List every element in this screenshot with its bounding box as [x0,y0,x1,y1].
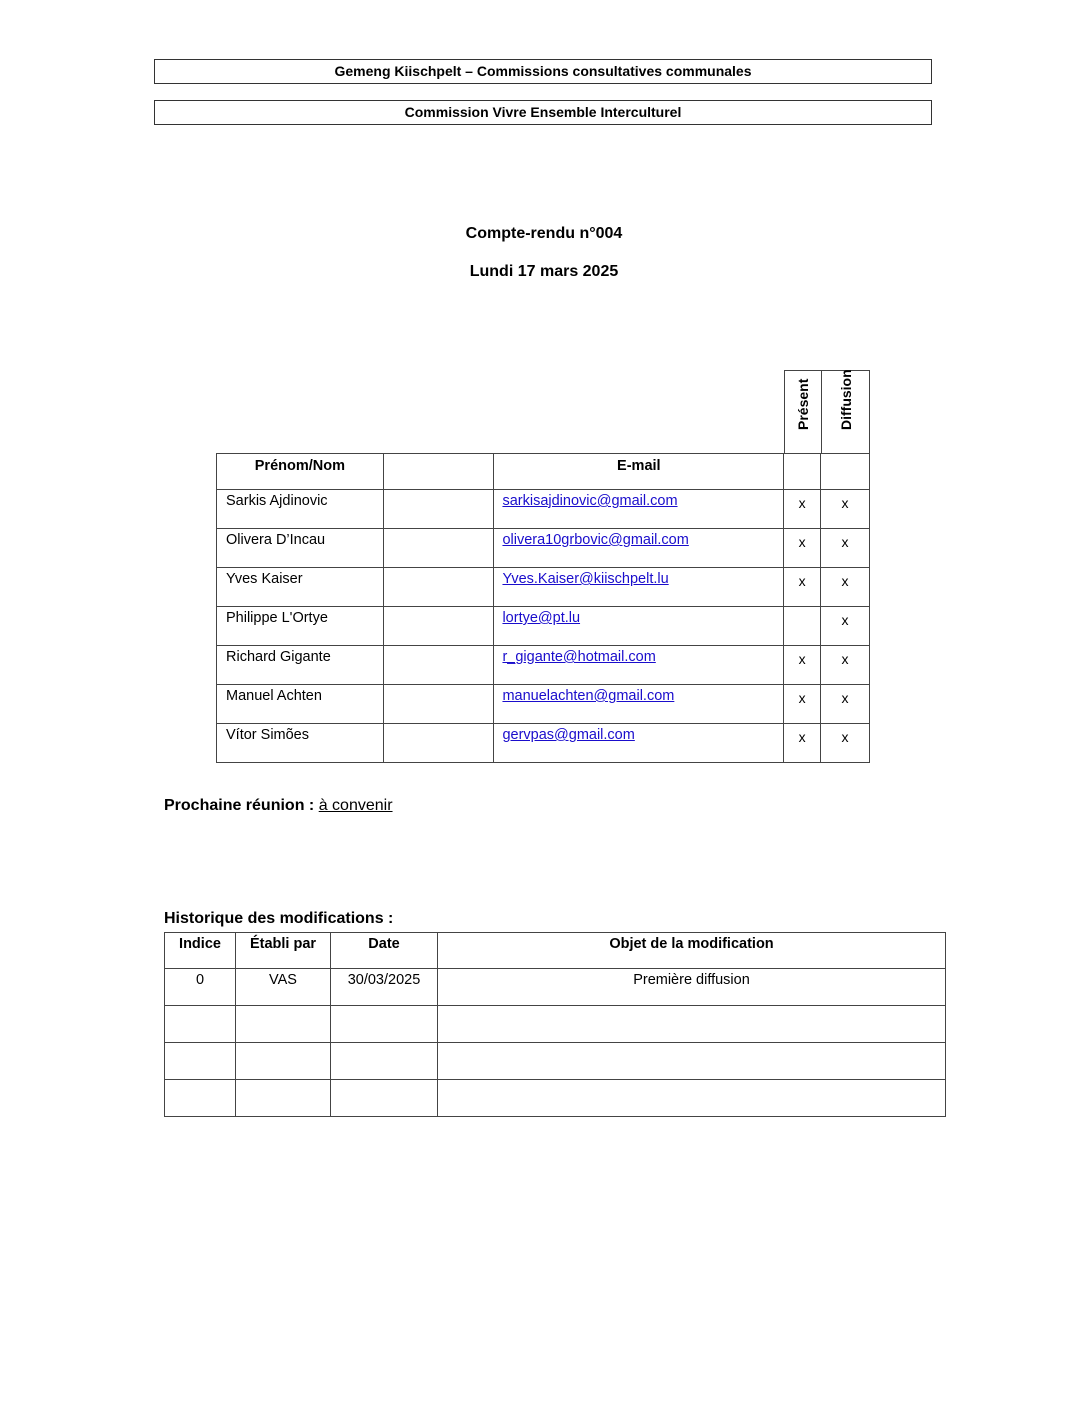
column-extra [383,454,494,490]
next-meeting-value: à convenir [318,797,393,814]
history-date [331,1043,438,1080]
history-object [438,1006,946,1043]
present-mark: x [784,568,821,607]
report-title: Compte-rendu n°004 [465,225,623,242]
column-present-blank [784,454,821,490]
member-email-link[interactable]: r_gigante@hotmail.com [502,649,656,665]
header-commune: Gemeng Kiischpelt – Commissions consultatives communales [154,59,932,84]
history-author [236,1006,331,1043]
present-mark: x [784,646,821,685]
table-row [165,1006,946,1043]
member-email-link[interactable]: lortye@pt.lu [502,610,581,626]
member-extra [383,607,494,646]
present-mark: x [784,529,821,568]
column-index: Indice [165,933,236,969]
diffusion-mark: x [821,607,870,646]
report-date: Lundi 17 mars 2025 [469,263,619,280]
diffusion-mark: x [821,568,870,607]
member-email-link[interactable]: gervpas@gmail.com [502,727,635,743]
member-extra [383,529,494,568]
member-extra [383,568,494,607]
next-meeting-label: Prochaine réunion : [164,797,315,814]
column-name: Prénom/Nom [217,454,384,490]
history-index [165,1043,236,1080]
member-email-link[interactable]: olivera10grbovic@gmail.com [502,532,689,548]
table-row [217,568,870,607]
diffusion-mark: x [821,490,870,529]
table-row [165,1080,946,1117]
diffusion-mark: x [821,529,870,568]
history-author [236,1080,331,1117]
history-author: VAS [236,969,331,1006]
member-name: Philippe L'Ortye [217,607,384,646]
history-table [164,932,946,1117]
next-meeting [164,797,393,815]
column-header-present [784,370,822,454]
member-name: Richard Gigante [217,646,384,685]
attendance-header-row [217,454,870,490]
history-author [236,1043,331,1080]
table-row [217,685,870,724]
history-index [165,1080,236,1117]
table-row [217,490,870,529]
table-row [165,969,946,1006]
member-extra [383,490,494,529]
column-author: Établi par [236,933,331,969]
history-object [438,1043,946,1080]
header-commission: Commission Vivre Ensemble Interculturel [154,100,932,125]
member-name: Yves Kaiser [217,568,384,607]
history-header-row [165,933,946,969]
column-email: E-mail [494,454,784,490]
column-date: Date [331,933,438,969]
history-index: 0 [165,969,236,1006]
member-name: Sarkis Ajdinovic [217,490,384,529]
present-mark: x [784,490,821,529]
history-date [331,1006,438,1043]
diffusion-mark: x [821,724,870,763]
column-diffusion-blank [821,454,870,490]
history-title: Historique des modifications : [164,910,394,927]
diffusion-label: Diffusion [837,369,854,430]
history-object [438,1080,946,1117]
table-row [165,1043,946,1080]
member-email-link[interactable]: sarkisajdinovic@gmail.com [502,493,678,509]
table-row [217,724,870,763]
member-extra [383,685,494,724]
member-extra [383,724,494,763]
member-email-link[interactable]: Yves.Kaiser@kiischpelt.lu [502,571,669,587]
column-object: Objet de la modification [438,933,946,969]
table-row [217,529,870,568]
present-mark [784,607,821,646]
column-header-diffusion [821,370,870,454]
diffusion-mark: x [821,685,870,724]
member-name: Manuel Achten [217,685,384,724]
attendance-table [216,453,870,763]
present-mark: x [784,685,821,724]
present-mark: x [784,724,821,763]
history-index [165,1006,236,1043]
table-row [217,646,870,685]
history-object: Première diffusion [438,969,946,1006]
member-name: Vítor Simões [217,724,384,763]
member-email-link[interactable]: manuelachten@gmail.com [502,688,675,704]
member-name: Olivera D’Incau [217,529,384,568]
present-label: Présent [795,378,811,430]
table-row [217,607,870,646]
diffusion-mark: x [821,646,870,685]
history-date: 30/03/2025 [331,969,438,1006]
member-extra [383,646,494,685]
history-date [331,1080,438,1117]
